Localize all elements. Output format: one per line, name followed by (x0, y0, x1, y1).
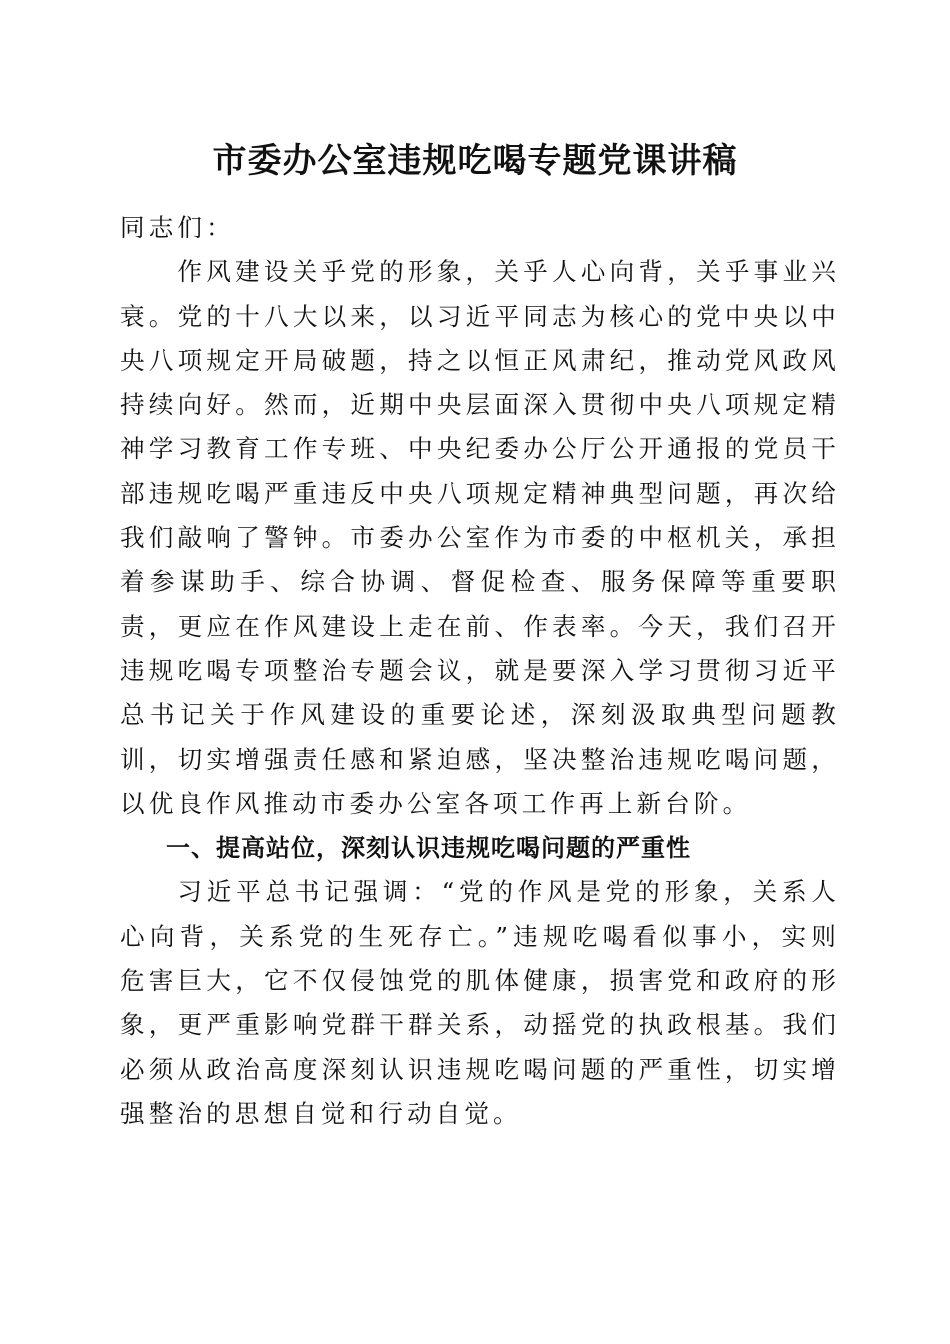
intro-paragraph: 作风建设关乎党的形象，关乎人心向背，关乎事业兴衰。党的十八大以来，以习近平同志为核心的党中央以中央八项规定开局破题，持之以恒正风肃纪，推动党风政风持续向好。然而，近期中央层面深入贯彻中央八项规定精神学习教育工作专班、中央纪委办公厅公开通报的党员干部违规吃喝严重违反中央八项规定精神典型问题，再次给我们敲响了警钟。市委办公室作为市委的中枢机关，承担着参谋助手、综合协调、督促检查、服务保障等重要职责，更应在作风建设上走在前、作表率。今天，我们召开违规吃喝专项整治专题会议，就是要深入学习贯彻习近平总书记关于作风建设的重要论述，深刻汲取典型问题教训，切实增强责任感和紧迫感，坚决整治违规吃喝问题，以优良作风推动市委办公室各项工作再上新台阶。 (120, 257, 840, 818)
section-1-paragraph: 习近平总书记强调：“党的作风是党的形象，关系人心向背，关系党的生死存亡。”违规吃喝看似事小，实则危害巨大，它不仅侵蚀党的肌体健康，损害党和政府的形象，更严重影响党群干群关系，动摇党的执政根基。我们必须从政治高度深刻认识违规吃喝问题的严重性，切实增强整治的思想自觉和行动自觉。 (120, 877, 840, 1128)
document-body (120, 206, 840, 1136)
salutation: 同志们： (120, 213, 235, 242)
section-heading-1: 一、提高站位，深刻认识违规吃喝问题的严重性 (166, 834, 691, 863)
document-title: 市委办公室违规吃喝专题党课讲稿 (212, 141, 738, 181)
